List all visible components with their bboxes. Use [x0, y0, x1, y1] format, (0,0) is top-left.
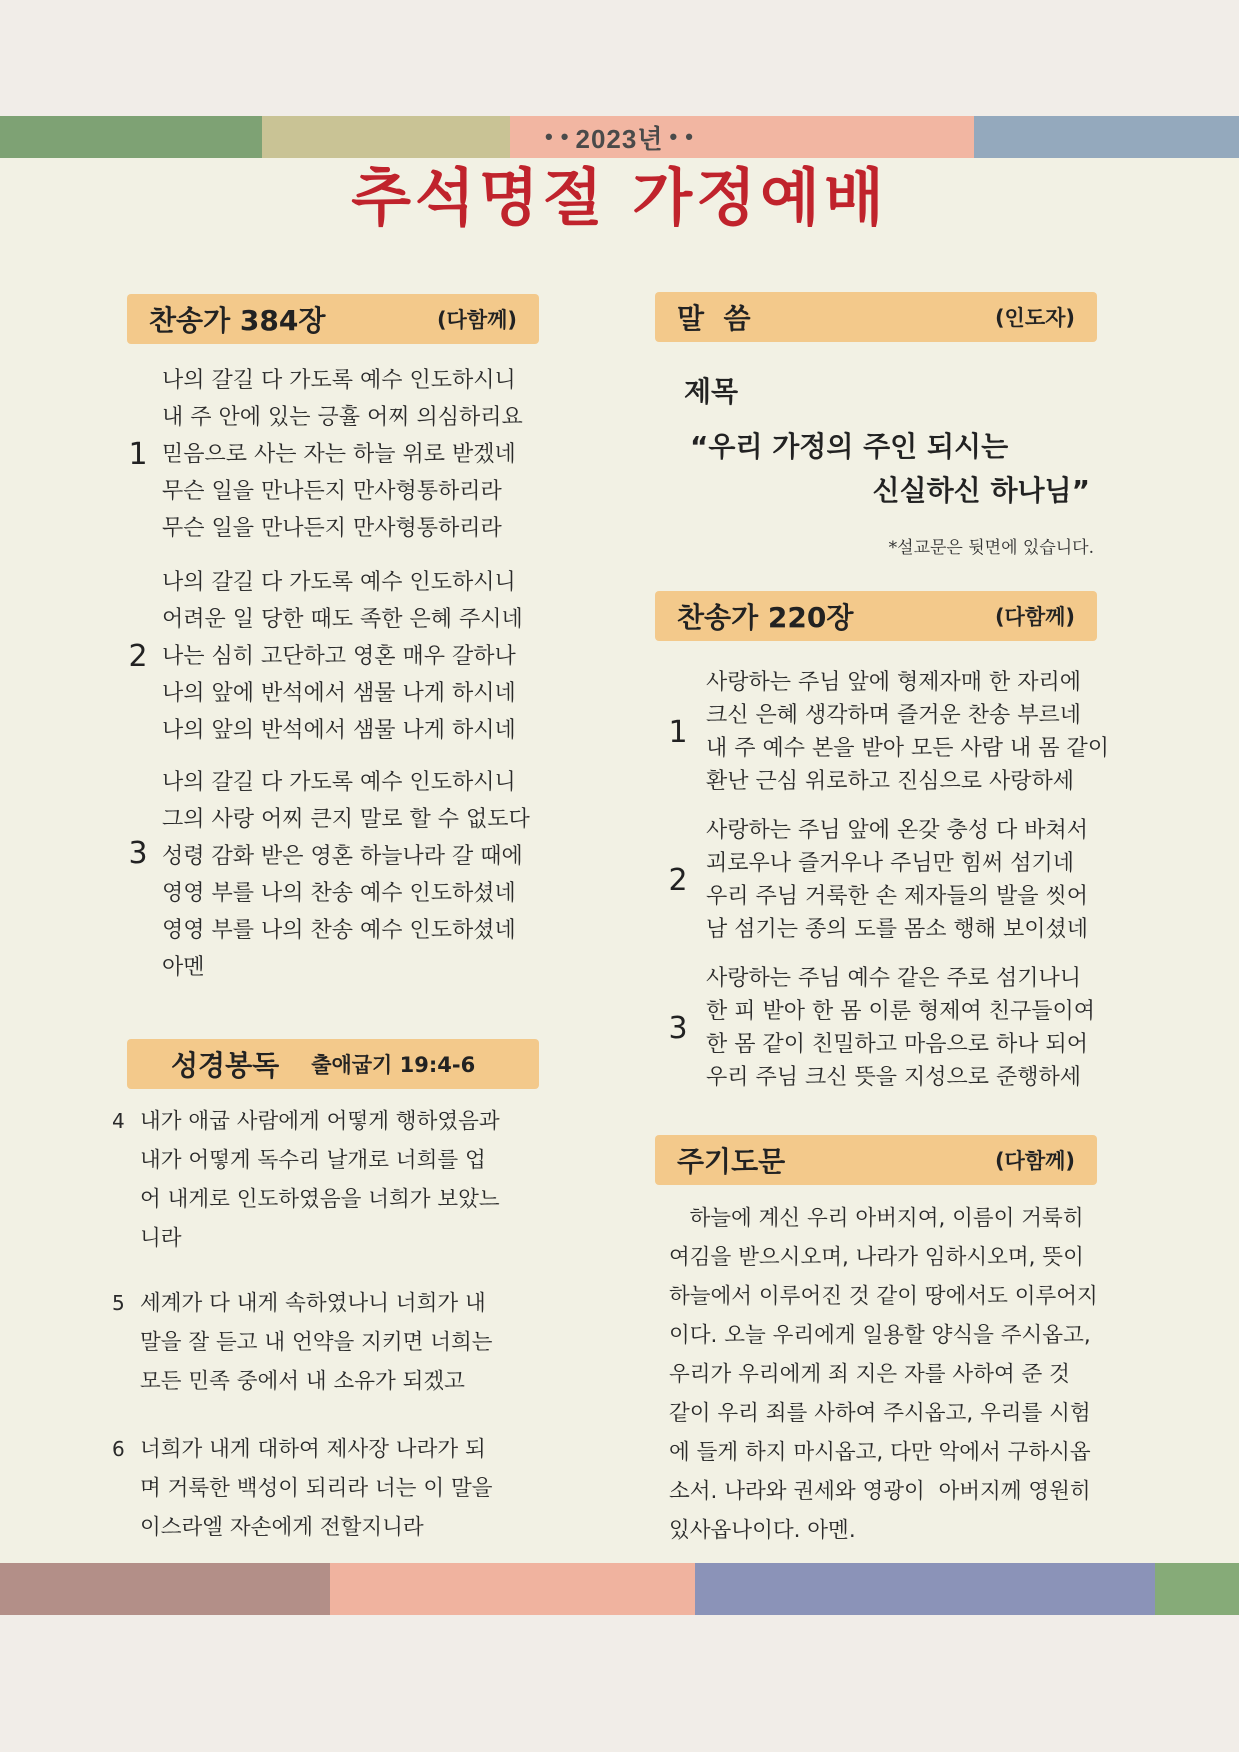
verse-line: 무슨 일을 만나든지 만사형통하리라 [162, 479, 502, 504]
verse-line: 성령 감화 받은 영혼 하늘나라 갈 때에 [162, 844, 523, 869]
hymn2-title: 찬송가 220장 [677, 601, 854, 634]
bottom-color-band [0, 1563, 1239, 1615]
prayer-line: 하늘에서 이루어진 것 같이 땅에서도 이루어지 [669, 1284, 1098, 1309]
verse-line: 사랑하는 주님 앞에 형제자매 한 자리에 [706, 670, 1081, 695]
verse-line: 나의 앞의 반석에서 샘물 나게 하시네 [162, 718, 516, 743]
sermon-subject-line: 신실하신 하나님” [872, 474, 1090, 507]
verse-number: 1 [128, 437, 148, 472]
verse-line: 나의 갈길 다 가도록 예수 인도하시니 [162, 368, 516, 393]
hymn2-verse-1 [656, 666, 1109, 798]
prayer-line: 하늘에 계신 우리 아버지여, 이름이 거룩히 [669, 1206, 1084, 1231]
bible-verse-5 [112, 1284, 532, 1401]
bible-verse-6 [112, 1430, 532, 1547]
prayer-line: 이다. 오늘 우리에게 일용할 양식을 주시옵고, [669, 1323, 1091, 1348]
prayer-line: 소서. 나라와 권세와 영광이 아버지께 영원히 [669, 1479, 1091, 1504]
reading-header [127, 1039, 539, 1089]
hymn1-verse-2 [114, 564, 523, 749]
verse-line: 사랑하는 주님 앞에 온갖 충성 다 바쳐서 [706, 818, 1088, 843]
sermon-subject-line: “우리 가정의 주인 되시는 [690, 430, 1009, 463]
verse-line: 나의 갈길 다 가도록 예수 인도하시니 [162, 770, 516, 795]
page-title: 추석명절 가정예배 [351, 161, 888, 234]
hymn1-title: 찬송가 384장 [149, 304, 326, 337]
verse-number: 1 [668, 714, 688, 750]
verse-line: 남 섬기는 종의 도를 몸소 행해 보이셨네 [706, 917, 1088, 942]
prayer-who: (다함께) [994, 1149, 1075, 1173]
sermon-title: 말 씀 [677, 302, 751, 335]
prayer-line: 에 들게 하지 마시옵고, 다만 악에서 구하시옵 [669, 1440, 1091, 1465]
verse-line: 그의 사랑 어찌 큰지 말로 할 수 없도다 [162, 807, 530, 832]
verse-line: 무슨 일을 만나든지 만사형통하리라 [162, 516, 502, 541]
verse-line: 아멘 [162, 955, 205, 980]
hymn1-verse-3 [114, 764, 530, 986]
verse-line: 크신 은혜 생각하며 즐거운 찬송 부르네 [706, 703, 1081, 728]
verse-line: 영영 부를 나의 찬송 예수 인도하셨네 [162, 918, 516, 943]
reading-reference: 출애굽기 19:4-6 [311, 1053, 476, 1077]
verse-number: 2 [128, 639, 148, 674]
reading-title: 성경봉독 [171, 1049, 280, 1082]
verse-line: 한 몸 같이 친밀하고 마음으로 하나 되어 [706, 1032, 1088, 1057]
bible-verse-number: 4 [112, 1109, 125, 1133]
sermon-subject-label: 제목 [684, 375, 739, 408]
hymn1-header [127, 294, 539, 344]
hymn2-header [655, 591, 1097, 641]
bible-verse-number: 6 [112, 1437, 125, 1461]
verse-line: 우리 주님 크신 뜻을 지성으로 준행하세 [706, 1065, 1081, 1090]
sermon-who: (인도자) [994, 306, 1075, 330]
bible-line: 니라 [140, 1226, 182, 1251]
verse-line: 한 피 받아 한 몸 이룬 형제여 친구들이여 [706, 999, 1095, 1024]
prayer-line: 여김을 받으시오며, 나라가 임하시오며, 뜻이 [669, 1245, 1084, 1270]
verse-line: 우리 주님 거룩한 손 제자들의 발을 씻어 [706, 884, 1088, 909]
sermon-header [655, 292, 1097, 342]
sermon-note: *설교문은 뒷면에 있습니다. [888, 538, 1094, 558]
year-label: • • 2023년 • • [544, 123, 695, 154]
bible-verse-4 [112, 1102, 532, 1258]
bible-verse-number: 5 [112, 1291, 125, 1315]
verse-line: 어려운 일 당한 때도 족한 은혜 주시네 [162, 607, 523, 632]
bible-line: 이스라엘 자손에게 전할지니라 [140, 1515, 424, 1540]
prayer-title: 주기도문 [677, 1145, 786, 1178]
verse-line: 환난 근심 위로하고 진심으로 사랑하세 [706, 769, 1075, 794]
verse-line: 나는 심히 고단하고 영혼 매우 갈하나 [162, 644, 516, 669]
sermon-subject [690, 425, 1090, 513]
verse-line: 믿음으로 사는 자는 하늘 위로 받겠네 [162, 442, 516, 467]
verse-number: 3 [128, 836, 148, 871]
bible-line: 세계가 다 내게 속하였나니 너희가 내 [140, 1291, 486, 1316]
bible-line: 너희가 내게 대하여 제사장 나라가 되 [140, 1437, 486, 1462]
verse-line: 내 주 예수 본을 받아 모든 사람 내 몸 같이 [706, 736, 1109, 761]
prayer-header [655, 1135, 1097, 1185]
hymn1-verse-1 [114, 362, 523, 547]
verse-number: 3 [668, 1010, 688, 1046]
verse-number: 2 [668, 862, 688, 898]
verse-line: 나의 앞에 반석에서 샘물 나게 하시네 [162, 681, 516, 706]
bible-line: 모든 민족 중에서 내 소유가 되겠고 [140, 1369, 465, 1394]
prayer-line: 같이 우리 죄를 사하여 주시옵고, 우리를 시험 [669, 1401, 1091, 1426]
bible-line: 내가 애굽 사람에게 어떻게 행하였음과 [140, 1109, 500, 1134]
verse-line: 사랑하는 주님 예수 같은 주로 섬기나니 [706, 966, 1081, 991]
bible-line: 어 내게로 인도하였음을 너희가 보았느 [140, 1187, 500, 1212]
prayer-line: 있사옵나이다. 아멘. [669, 1518, 856, 1543]
bible-line: 며 거룩한 백성이 되리라 너는 이 말을 [140, 1476, 493, 1501]
bible-line: 내가 어떻게 독수리 날개로 너희를 업 [140, 1148, 486, 1173]
verse-line: 영영 부를 나의 찬송 예수 인도하셨네 [162, 881, 516, 906]
bible-line: 말을 잘 듣고 내 언약을 지키면 너희는 [140, 1330, 493, 1355]
hymn2-verse-3 [656, 962, 1095, 1094]
hymn2-verse-2 [656, 814, 1088, 946]
hymn1-who: (다함께) [436, 308, 517, 332]
prayer-line: 우리가 우리에게 죄 지은 자를 사하여 준 것 [669, 1362, 1070, 1387]
verse-line: 내 주 안에 있는 긍휼 어찌 의심하리요 [162, 405, 523, 430]
verse-line: 나의 갈길 다 가도록 예수 인도하시니 [162, 570, 516, 595]
hymn2-who: (다함께) [994, 605, 1075, 629]
prayer-text [669, 1199, 1098, 1550]
verse-line: 괴로우나 즐거우나 주님만 힘써 섬기네 [706, 851, 1075, 876]
